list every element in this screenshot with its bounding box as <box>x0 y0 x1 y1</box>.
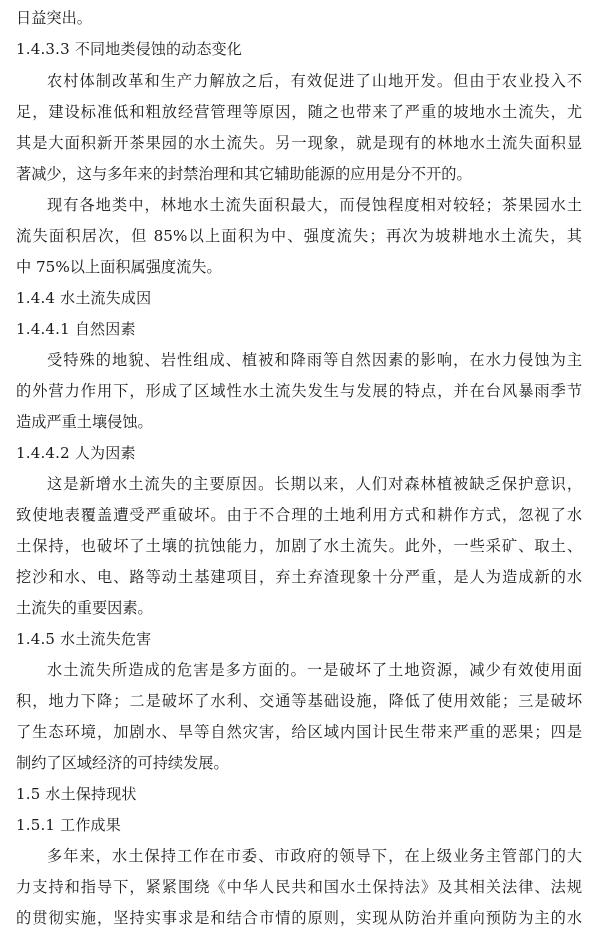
body-text-line: 日益突出。 <box>16 9 92 27</box>
paragraph-line: 造成严重土壤侵蚀。 <box>16 413 153 431</box>
section-heading: 1.5 水土保持现状 <box>16 785 137 803</box>
paragraph-line: 其是大面积新开茶果园的水土流失。另一现象，就是现有的林地水土流失面积显 <box>16 134 582 152</box>
section-heading: 1.4.3.3 不同地类侵蚀的动态变化 <box>16 40 243 58</box>
paragraph-line: 挖沙和水、电、路等动土基建项目，弃土弃渣现象十分严重，是人为造成新的水 <box>16 568 582 586</box>
paragraph-line: 土流失的重要因素。 <box>16 599 153 617</box>
paragraph-line: 受特殊的地貌、岩性组成、植被和降雨等自然因素的影响，在水力侵蚀为主 <box>47 351 582 369</box>
paragraph-line: 水土流失所造成的危害是多方面的。一是破坏了土地资源，减少有效使用面 <box>47 661 582 679</box>
paragraph-line: 了生态环境，加剧水、旱等自然灾害，给区域内国计民生带来严重的恶果；四是 <box>16 723 582 741</box>
paragraph-line: 的外营力作用下，形成了区域性水土流失发生与发展的特点，并在台风暴雨季节 <box>16 382 582 400</box>
paragraph-line: 流失面积居次，但 85%以上面积为中、强度流失；再次为坡耕地水土流失，其 <box>16 227 582 245</box>
paragraph-line: 足，建设标准低和粗放经营管理等原因，随之也带来了严重的坡地水土流失，尤 <box>16 103 582 121</box>
paragraph-line: 制约了区域经济的可持续发展。 <box>16 754 229 772</box>
paragraph-line: 的贯彻实施，坚持实事求是和结合市情的原则，实现从防治并重向预防为主的水 <box>16 909 582 927</box>
paragraph-line: 著减少，这与多年来的封禁治理和其它辅助能源的应用是分不开的。 <box>16 165 472 183</box>
section-heading: 1.5.1 工作成果 <box>16 816 121 834</box>
paragraph-line: 土保持，也破坏了土壤的抗蚀能力，加剧了水土流失。此外，一些采矿、取土、 <box>16 537 582 555</box>
paragraph-line: 农村体制改革和生产力解放之后，有效促进了山地开发。但由于农业投入不 <box>47 72 582 90</box>
section-heading: 1.4.4.2 人为因素 <box>16 444 136 462</box>
paragraph-line: 多年来，水土保持工作在市委、市政府的领导下，在上级业务主管部门的大 <box>47 847 582 865</box>
paragraph-line: 致使地表覆盖遭受严重破坏。由于不合理的土地利用方式和耕作方式，忽视了水 <box>16 506 582 524</box>
paragraph-line: 力支持和指导下，紧紧围绕《中华人民共和国水土保持法》及其相关法律、法规 <box>16 878 582 896</box>
section-heading: 1.4.4.1 自然因素 <box>16 320 136 338</box>
paragraph-line: 积，地力下降；二是破坏了水利、交通等基础设施，降低了使用效能；三是破坏 <box>16 692 582 710</box>
section-heading: 1.4.4 水土流失成因 <box>16 289 152 307</box>
paragraph-line: 这是新增水土流失的主要原因。长期以来，人们对森林植被缺乏保护意识， <box>47 475 582 493</box>
paragraph-line: 中 75%以上面积属强度流失。 <box>16 258 222 276</box>
section-heading: 1.4.5 水土流失危害 <box>16 630 152 648</box>
paragraph-line: 现有各地类中，林地水土流失面积最大，而侵蚀程度相对较轻；茶果园水土 <box>47 196 582 214</box>
